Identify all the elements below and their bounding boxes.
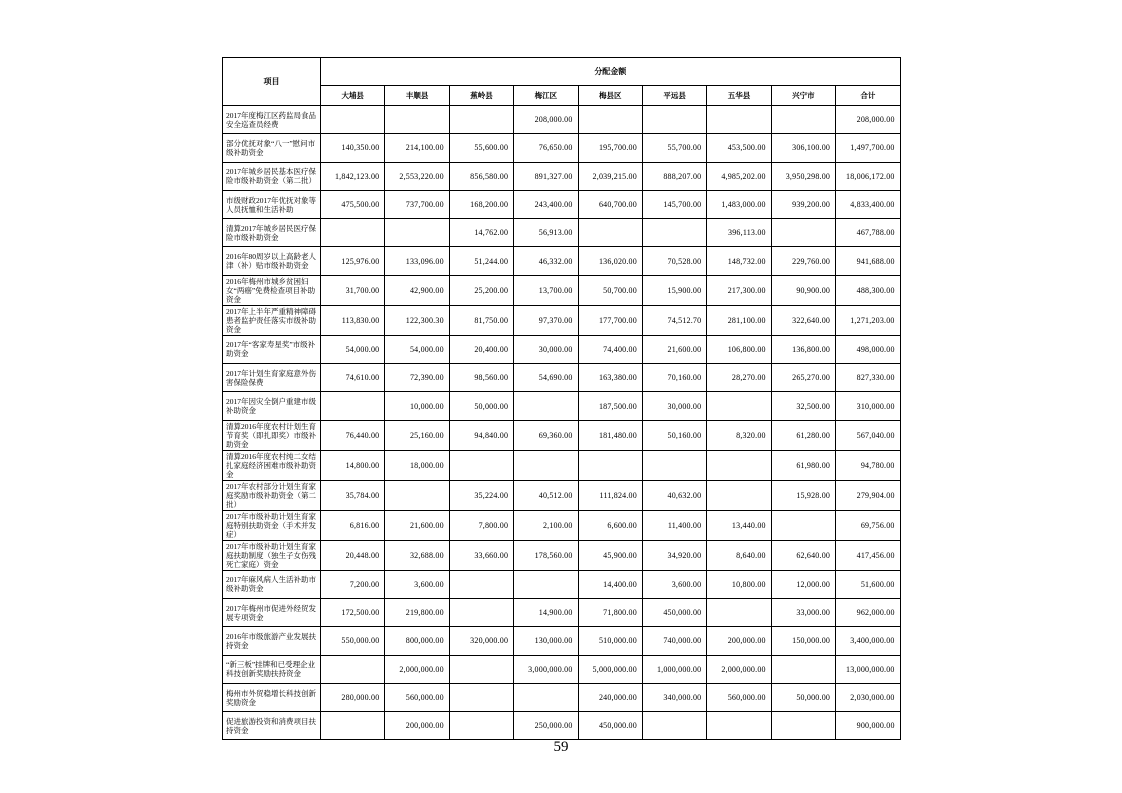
amount-cell: [449, 450, 513, 480]
amount-cell: 640,700.00: [578, 190, 642, 218]
table-row: [223, 134, 901, 162]
amount-cell: 2,030,000.00: [836, 683, 901, 711]
row-label: “新三板”挂牌和已受理企业科技创新奖励扶持资金: [223, 655, 321, 683]
table-row: [223, 305, 901, 335]
amount-cell: [449, 683, 513, 711]
amount-cell: 54,000.00: [321, 335, 385, 363]
amount-cell: [385, 219, 449, 247]
amount-cell: 281,100.00: [707, 305, 771, 335]
amount-cell: 74,610.00: [321, 364, 385, 392]
amount-cell: 2,100.00: [514, 510, 578, 540]
amount-cell: [578, 106, 642, 134]
amount-cell: 962,000.00: [836, 598, 901, 626]
row-label: 市级财政2017年优抚对象等人员抚恤和生活补助: [223, 190, 321, 218]
amount-cell: [514, 392, 578, 420]
amount-cell: 3,400,000.00: [836, 627, 901, 655]
row-label: 部分优抚对象“八一”慰问市级补助资金: [223, 134, 321, 162]
amount-cell: [385, 106, 449, 134]
amount-cell: 5,000,000.00: [578, 655, 642, 683]
amount-cell: [707, 712, 771, 740]
header-row-columns: [223, 86, 901, 106]
amount-cell: 827,330.00: [836, 364, 901, 392]
amount-cell: 320,000.00: [449, 627, 513, 655]
amount-cell: 20,448.00: [321, 540, 385, 570]
row-label: 清算2016年度农村纯二女结扎家庭经济困难市级补助资金: [223, 450, 321, 480]
row-label: 清算2017年城乡居民医疗保险市级补助资金: [223, 219, 321, 247]
amount-cell: 50,000.00: [771, 683, 835, 711]
amount-cell: 322,640.00: [771, 305, 835, 335]
amount-cell: 8,320.00: [707, 420, 771, 450]
row-label: 2017年上半年严重精神障碍患者监护责任落实市级补助资金: [223, 305, 321, 335]
table-row: [223, 480, 901, 510]
table-row: [223, 540, 901, 570]
col-header-8: 兴宁市: [771, 86, 835, 106]
amount-cell: 30,000.00: [514, 335, 578, 363]
amount-cell: 417,456.00: [836, 540, 901, 570]
amount-cell: 46,332.00: [514, 247, 578, 275]
amount-cell: 51,600.00: [836, 570, 901, 598]
row-label: 2017年城乡居民基本医疗保险市级补助资金（第二批）: [223, 162, 321, 190]
amount-cell: [514, 683, 578, 711]
amount-cell: 21,600.00: [642, 335, 706, 363]
table-row: [223, 683, 901, 711]
amount-cell: 740,000.00: [642, 627, 706, 655]
amount-cell: 941,688.00: [836, 247, 901, 275]
amount-cell: 42,900.00: [385, 275, 449, 305]
amount-cell: 6,600.00: [578, 510, 642, 540]
amount-cell: 35,224.00: [449, 480, 513, 510]
amount-cell: 25,160.00: [385, 420, 449, 450]
amount-cell: 560,000.00: [707, 683, 771, 711]
amount-cell: 13,440.00: [707, 510, 771, 540]
amount-cell: 76,440.00: [321, 420, 385, 450]
item-column-header: 项目: [223, 58, 321, 106]
row-label: 2016年梅州市城乡贫困妇女“两癌”免费检查项目补助资金: [223, 275, 321, 305]
amount-cell: 265,270.00: [771, 364, 835, 392]
row-label: 2017年因灾全倒户重建市级补助资金: [223, 392, 321, 420]
amount-cell: [771, 655, 835, 683]
amount-cell: 306,100.00: [771, 134, 835, 162]
amount-cell: 2,000,000.00: [707, 655, 771, 683]
row-label: 2017年麻风病人生活补助市级补助资金: [223, 570, 321, 598]
allocation-table-container: [222, 57, 901, 740]
amount-cell: 21,600.00: [385, 510, 449, 540]
table-row: [223, 510, 901, 540]
amount-cell: 939,200.00: [771, 190, 835, 218]
amount-cell: [771, 510, 835, 540]
amount-cell: [449, 598, 513, 626]
amount-cell: 32,688.00: [385, 540, 449, 570]
amount-cell: 450,000.00: [578, 712, 642, 740]
amount-cell: 6,816.00: [321, 510, 385, 540]
table-row: [223, 335, 901, 363]
table-row: [223, 247, 901, 275]
amount-cell: 13,000,000.00: [836, 655, 901, 683]
amount-cell: [578, 219, 642, 247]
amount-cell: 1,842,123.00: [321, 162, 385, 190]
amount-cell: 69,756.00: [836, 510, 901, 540]
amount-cell: 55,700.00: [642, 134, 706, 162]
amount-cell: 217,300.00: [707, 275, 771, 305]
amount-cell: 61,980.00: [771, 450, 835, 480]
amount-cell: 111,824.00: [578, 480, 642, 510]
amount-cell: 3,600.00: [385, 570, 449, 598]
amount-cell: 737,700.00: [385, 190, 449, 218]
amount-cell: [449, 570, 513, 598]
amount-cell: [449, 106, 513, 134]
amount-cell: 214,100.00: [385, 134, 449, 162]
amount-cell: 94,840.00: [449, 420, 513, 450]
table-row: [223, 627, 901, 655]
amount-cell: 279,904.00: [836, 480, 901, 510]
amount-cell: 450,000.00: [642, 598, 706, 626]
page-number: 59: [553, 739, 569, 755]
amount-cell: 310,000.00: [836, 392, 901, 420]
table-row: [223, 450, 901, 480]
amount-cell: 2,039,215.00: [578, 162, 642, 190]
amount-cell: 172,500.00: [321, 598, 385, 626]
amount-cell: 243,400.00: [514, 190, 578, 218]
amount-cell: 1,483,000.00: [707, 190, 771, 218]
amount-cell: 55,600.00: [449, 134, 513, 162]
amount-cell: 35,784.00: [321, 480, 385, 510]
amount-cell: 1,497,700.00: [836, 134, 901, 162]
amount-cell: 33,000.00: [771, 598, 835, 626]
amount-cell: 888,207.00: [642, 162, 706, 190]
amount-cell: 125,976.00: [321, 247, 385, 275]
amount-cell: 34,920.00: [642, 540, 706, 570]
amount-cell: 14,762.00: [449, 219, 513, 247]
amount-cell: 1,000,000.00: [642, 655, 706, 683]
amount-cell: 229,760.00: [771, 247, 835, 275]
amount-cell: [514, 570, 578, 598]
amount-cell: 200,000.00: [707, 627, 771, 655]
amount-cell: 140,350.00: [321, 134, 385, 162]
amount-cell: 113,830.00: [321, 305, 385, 335]
amount-cell: 13,700.00: [514, 275, 578, 305]
col-header-6: 平远县: [642, 86, 706, 106]
amount-cell: 7,800.00: [449, 510, 513, 540]
table-row: [223, 655, 901, 683]
amount-cell: 50,700.00: [578, 275, 642, 305]
amount-cell: 51,244.00: [449, 247, 513, 275]
amount-cell: 560,000.00: [385, 683, 449, 711]
amount-cell: 90,900.00: [771, 275, 835, 305]
amount-cell: 72,390.00: [385, 364, 449, 392]
row-label: 2017年梅州市促进外经贸发展专项资金: [223, 598, 321, 626]
amount-cell: [707, 480, 771, 510]
amount-cell: 3,950,298.00: [771, 162, 835, 190]
col-header-2: 丰顺县: [385, 86, 449, 106]
amount-cell: 187,500.00: [578, 392, 642, 420]
table-body: [223, 106, 901, 740]
amount-cell: 81,750.00: [449, 305, 513, 335]
amount-cell: [642, 106, 706, 134]
amount-cell: 2,553,220.00: [385, 162, 449, 190]
amount-cell: 94,780.00: [836, 450, 901, 480]
table-row: [223, 219, 901, 247]
amount-cell: 11,400.00: [642, 510, 706, 540]
amount-cell: 340,000.00: [642, 683, 706, 711]
amount-cell: 61,280.00: [771, 420, 835, 450]
amount-cell: [578, 450, 642, 480]
amount-cell: 219,800.00: [385, 598, 449, 626]
amount-cell: [707, 450, 771, 480]
amount-cell: 3,600.00: [642, 570, 706, 598]
amount-cell: [707, 598, 771, 626]
amount-cell: 250,000.00: [514, 712, 578, 740]
amount-cell: 54,690.00: [514, 364, 578, 392]
row-label: 2016年80周岁以上高龄老人津（补）贴市级补助资金: [223, 247, 321, 275]
amount-cell: 14,900.00: [514, 598, 578, 626]
amount-cell: 177,700.00: [578, 305, 642, 335]
amount-cell: 40,512.00: [514, 480, 578, 510]
row-label: 2017年市级补助计划生育家庭特别扶助资金（手术并发症）: [223, 510, 321, 540]
row-label: 梅州市外贸稳增长科技创新奖励资金: [223, 683, 321, 711]
row-label: 2017年度梅江区药监局食品安全巡查员经费: [223, 106, 321, 134]
row-label: 2017年市级补助计划生育家庭扶助制度（独生子女伤残死亡家庭）资金: [223, 540, 321, 570]
amount-cell: 240,000.00: [578, 683, 642, 711]
amount-cell: 4,833,400.00: [836, 190, 901, 218]
amount-cell: 900,000.00: [836, 712, 901, 740]
amount-cell: 148,732.00: [707, 247, 771, 275]
amount-cell: 30,000.00: [642, 392, 706, 420]
amount-cell: 32,500.00: [771, 392, 835, 420]
amount-cell: 195,700.00: [578, 134, 642, 162]
amount-cell: [771, 219, 835, 247]
amount-cell: 28,270.00: [707, 364, 771, 392]
amount-cell: 396,113.00: [707, 219, 771, 247]
amount-cell: 54,000.00: [385, 335, 449, 363]
amount-cell: [449, 712, 513, 740]
row-label: 清算2016年度农村计划生育节育奖（即扎即奖）市级补助资金: [223, 420, 321, 450]
amount-cell: 15,928.00: [771, 480, 835, 510]
amount-cell: 45,900.00: [578, 540, 642, 570]
amount-cell: 498,000.00: [836, 335, 901, 363]
amount-cell: 8,640.00: [707, 540, 771, 570]
amount-cell: [771, 106, 835, 134]
amount-cell: 567,040.00: [836, 420, 901, 450]
amount-cell: 133,096.00: [385, 247, 449, 275]
amount-cell: 1,271,203.00: [836, 305, 901, 335]
amount-cell: 25,200.00: [449, 275, 513, 305]
amount-cell: 50,000.00: [449, 392, 513, 420]
col-header-1: 大埔县: [321, 86, 385, 106]
amount-cell: 56,913.00: [514, 219, 578, 247]
amount-cell: [449, 655, 513, 683]
row-label: 2017年农村部分计划生育家庭奖励市级补助资金（第二批）: [223, 480, 321, 510]
row-label: 促进旅游投资和消费项目扶持资金: [223, 712, 321, 740]
amount-cell: 10,800.00: [707, 570, 771, 598]
amount-cell: 10,000.00: [385, 392, 449, 420]
header-row-group: [223, 58, 901, 86]
amount-cell: 4,985,202.00: [707, 162, 771, 190]
amount-cell: 200,000.00: [385, 712, 449, 740]
row-label: 2016年市级旅游产业发展扶持资金: [223, 627, 321, 655]
amount-cell: 550,000.00: [321, 627, 385, 655]
row-label: 2017年“客家寿星奖”市级补助资金: [223, 335, 321, 363]
amount-cell: 891,327.00: [514, 162, 578, 190]
amount-cell: 18,000.00: [385, 450, 449, 480]
table-row: [223, 162, 901, 190]
col-header-7: 五华县: [707, 86, 771, 106]
amount-cell: [321, 219, 385, 247]
amount-cell: 168,200.00: [449, 190, 513, 218]
amount-cell: 181,480.00: [578, 420, 642, 450]
amount-cell: 20,400.00: [449, 335, 513, 363]
table-row: [223, 392, 901, 420]
amount-cell: 7,200.00: [321, 570, 385, 598]
amount-cell: 50,160.00: [642, 420, 706, 450]
amount-cell: 856,580.00: [449, 162, 513, 190]
amount-cell: 97,370.00: [514, 305, 578, 335]
col-header-9: 合计: [836, 86, 901, 106]
amount-cell: 71,800.00: [578, 598, 642, 626]
amount-cell: 453,500.00: [707, 134, 771, 162]
amount-cell: 70,160.00: [642, 364, 706, 392]
table-row: [223, 598, 901, 626]
table-row: [223, 106, 901, 134]
amount-cell: [642, 450, 706, 480]
amount-cell: [707, 392, 771, 420]
amount-cell: 488,300.00: [836, 275, 901, 305]
amount-cell: 69,360.00: [514, 420, 578, 450]
col-header-4: 梅江区: [514, 86, 578, 106]
amount-cell: 136,800.00: [771, 335, 835, 363]
amount-cell: 163,380.00: [578, 364, 642, 392]
amount-cell: 31,700.00: [321, 275, 385, 305]
amount-cell: 208,000.00: [836, 106, 901, 134]
amount-cell: 18,006,172.00: [836, 162, 901, 190]
amount-cell: 130,000.00: [514, 627, 578, 655]
col-header-3: 蕉岭县: [449, 86, 513, 106]
amount-cell: 178,560.00: [514, 540, 578, 570]
amount-cell: 70,528.00: [642, 247, 706, 275]
amount-cell: 475,500.00: [321, 190, 385, 218]
row-label: 2017年计划生育家庭意外伤害保险保费: [223, 364, 321, 392]
amount-cell: 467,788.00: [836, 219, 901, 247]
amount-cell: 2,000,000.00: [385, 655, 449, 683]
table-row: [223, 190, 901, 218]
allocation-amount-header: 分配金额: [321, 58, 901, 86]
table-row: [223, 570, 901, 598]
amount-cell: 510,000.00: [578, 627, 642, 655]
amount-cell: 208,000.00: [514, 106, 578, 134]
table-row: [223, 420, 901, 450]
amount-cell: 74,512.70: [642, 305, 706, 335]
amount-cell: 33,660.00: [449, 540, 513, 570]
amount-cell: 15,900.00: [642, 275, 706, 305]
col-header-5: 梅县区: [578, 86, 642, 106]
allocation-table: [222, 57, 901, 740]
amount-cell: [321, 392, 385, 420]
amount-cell: 122,300.30: [385, 305, 449, 335]
amount-cell: 136,020.00: [578, 247, 642, 275]
amount-cell: [321, 655, 385, 683]
amount-cell: [321, 712, 385, 740]
amount-cell: 145,700.00: [642, 190, 706, 218]
amount-cell: [321, 106, 385, 134]
amount-cell: 40,632.00: [642, 480, 706, 510]
amount-cell: [642, 712, 706, 740]
amount-cell: [514, 450, 578, 480]
amount-cell: 98,560.00: [449, 364, 513, 392]
amount-cell: 74,400.00: [578, 335, 642, 363]
amount-cell: [771, 712, 835, 740]
amount-cell: 14,400.00: [578, 570, 642, 598]
amount-cell: 62,640.00: [771, 540, 835, 570]
amount-cell: 800,000.00: [385, 627, 449, 655]
amount-cell: 14,800.00: [321, 450, 385, 480]
table-row: [223, 364, 901, 392]
amount-cell: 76,650.00: [514, 134, 578, 162]
amount-cell: 280,000.00: [321, 683, 385, 711]
table-row: [223, 712, 901, 740]
amount-cell: 106,800.00: [707, 335, 771, 363]
amount-cell: 12,000.00: [771, 570, 835, 598]
table-row: [223, 275, 901, 305]
amount-cell: 3,000,000.00: [514, 655, 578, 683]
amount-cell: 150,000.00: [771, 627, 835, 655]
amount-cell: [707, 106, 771, 134]
amount-cell: [642, 219, 706, 247]
amount-cell: [385, 480, 449, 510]
